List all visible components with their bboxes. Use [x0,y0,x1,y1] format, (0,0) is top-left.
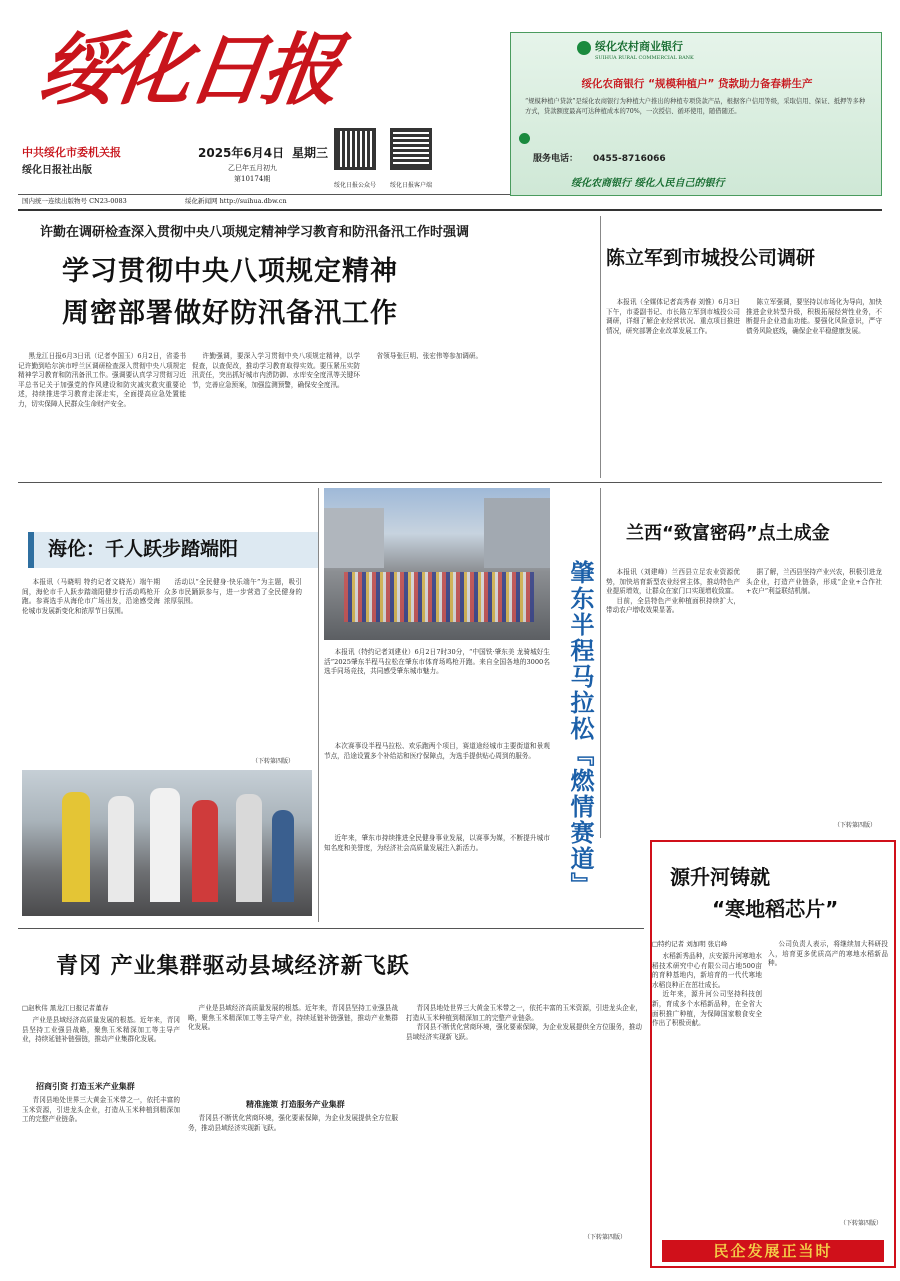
issue-lunar: 乙巳年五月初九 [228,164,277,172]
issue-number: 第10174期 [234,175,271,183]
qinggang-body-3: 产业是县域经济高质量发展的根基。近年来，青冈县坚持工业强县战略，聚焦玉米精深加工等主导产业，持续延链补链强链，推动产业集群化发展。 [188,1004,398,1032]
sponsor-line-2: 绥化日报社出版 [22,165,92,176]
hailun-continued: （下转第四版） [252,758,295,765]
issue-weekday: 星期三 [292,146,329,160]
lead-headline-2: 周密部署做好防汛备汛工作 [62,298,398,329]
ad-slogan: 绥化农商银行 “规模种植户” 贷款助力备春耕生产 [581,78,813,90]
yuansheng-headline-2: “寒地稻芯片” [712,897,839,921]
lead-kicker: 许勤在调研检查深入贯彻中央八项规定精神学习教育和防汛备汛工作时强调 [40,225,470,240]
code-line: 国内统一连续出版物号 CN23-0083 [22,197,127,205]
zhaodong-body-2: 本次赛事设半程马拉松、欢乐跑两个项目，赛道途经城市主要街道和景观节点，沿途设置多个补给站和医疗保障点，为选手提供贴心周到的服务。 [324,742,550,760]
hailun-headline: 海伦：千人跃步踏端阳 [48,538,239,560]
lead-body-1: 黑龙江日报6月3日讯（记者李国玉）6月2日，省委书记许勤到哈尔滨市呼兰区调研检查深入贯彻中央八项规定精神学习教育和防汛备汛工作。强调要认真学习贯彻习近平总书记关于加强党的作风建设和防灾减灾救灾重要论述，持续推进学习教育走深走实，全面提高应急处置能力，切实保障人民群众生命财产安全。 [18,352,186,408]
lanxi-body-2: 据了解，兰西县坚持产业兴农，积极引进龙头企业，打造产业链条，形成“企业+合作社+农户”利益联结机制。 [746,568,882,596]
lanxi-headline: 兰西“致富密码”点土成金 [626,523,830,544]
yuansheng-headline-1: 源升河铸就 [670,865,770,889]
marathon-photo [324,488,550,640]
bank-ad [510,32,882,196]
masthead-title: 绥化日报 [33,25,343,116]
qinggang-body-5: 青冈县地处世界三大黄金玉米带之一，依托丰富的玉米资源，引进龙头企业，打造从玉米种植到精深加工的完整产业链条。 青冈县不断优化营商环境，强化要素保障，为企业发展提供全方位服务，推动县域经济实现新飞跃。 [406,1004,642,1041]
hailun-body-2: 活动以“全民健身·快乐端午”为主题，吸引众多市民踊跃参与，进一步营造了全民健身的浓厚氛围。 [164,578,302,606]
zhaodong-body-3: 近年来，肇东市持续推进全民健身事业发展，以赛事为媒，不断提升城市知名度和美誉度，为经济社会高质量发展注入新活力。 [324,834,550,852]
chen-body-1: 本报讯（全媒体记者高秀春 刘惟）6月3日下午，市委副书记、市长陈立军到市城投公司调研，详细了解企业经营状况、重点项目推进情况，研究部署企业改革发展工作。 [606,298,740,335]
issue-date: 2025年6月4日 [198,146,285,160]
qr1-label: 绥化日报公众号 [333,182,376,189]
qinggang-byline: □赵秋伟 黑龙江日报记者董春 [22,1004,109,1012]
zhaodong-body-1: 本报讯（特约记者刘建业）6月2日7时30分，“中国铁·肇东美 龙骑城好生活”2025肇东半程马拉松在肇东市体育场鸣枪开跑。来自全国各地的3000名选手同场竞技，共同感受肇东城市魅力。 [324,648,550,676]
qinggang-body-1: 产业是县域经济高质量发展的根基。近年来，青冈县坚持工业强县战略，聚焦玉米精深加工等主导产业，持续延链补链强链，推动产业集群化发展。 [22,1016,180,1044]
ad-service-phone: 0455-8716066 [593,154,666,164]
banner-text: 民企发展正当时 [713,1242,833,1260]
lanxi-continued: （下转第四版） [834,822,877,829]
yuansheng-continued: （下转第四版） [840,1220,883,1227]
qr-code-2 [390,128,432,170]
hailun-title-bar-accent [28,532,34,568]
bank-name: 绥化农村商业银行 [595,40,683,53]
chen-body-2: 陈立军强调，要坚持以市场化为导向，加快推进企业转型升级，积极拓展经营性业务，不断提升企业造血功能。要强化风险意识，严守债务风险底线，确保企业平稳健康发展。 [746,298,882,335]
yuansheng-body-2: 公司负责人表示，将继续加大科研投入，培育更多优质高产的寒地水稻新品种。 [768,940,888,968]
yuansheng-body-1: 水稻新秀品种，庆安源升河寒地水稻技术研究中心有限公司占地500亩的育种基地内，新培育的一代代寒地水稻良种正在茁壮成长。 近年来，源升河公司坚持科技创新，育成多个水稻新品种，在全省大面积推广种植，为保障国家粮食安全作出了积极贡献。 [652,952,762,1028]
website-line: 绥化新闻网 http://suihua.dbw.cn [185,197,287,205]
zhaodong-vertical-title: 肇东半程马拉松『燃情赛道』 [566,560,594,898]
lead-body-3: 省领导张巨明、张宏伟等参加调研。 [376,352,483,360]
qinggang-body-4: 青冈县不断优化营商环境，强化要素保障，为企业发展提供全方位服务，推动县域经济实现新飞跃。 [188,1114,398,1132]
qr2-label: 绥化日报客户端 [389,182,432,189]
ad-motto: 绥化农商银行 绥化人民自己的银行 [571,178,725,189]
qr-code-1 [334,128,376,170]
qinggang-headline: 青冈 产业集群驱动县域经济新飞跃 [56,954,410,979]
hailun-body-1: 本报讯（马晓明 特约记者文晓光）端午期间，海伦市千人跃步踏端阳健步行活动鸣枪开跑。参赛选手从海伦市广场出发，沿途感受海伦城市发展新变化和浓厚节日氛围。 [22,578,160,615]
lead-headline-1: 学习贯彻中央八项规定精神 [62,256,398,287]
phone-icon [519,133,530,144]
lanxi-body-1: 本报讯（刘建峰）兰西县立足农业资源优势，加快培育新型农业经营主体，推动特色产业提质增效，让群众在家门口实现增收致富。 目前，全县特色产业种植面积持续扩大，带动农户增收效果显著。 [606,568,740,615]
qinggang-sub-2: 精准施策 打造服务产业集群 [246,1100,345,1109]
chen-headline: 陈立军到市城投公司调研 [606,247,816,269]
lead-body-2: 许勤强调，要深入学习贯彻中央八项规定精神，以学促查，以查促改，推动学习教育取得实效。要压紧压实防汛责任，突出抓好城市内涝防御、水库安全度汛等关键环节，完善应急预案，加强监测预警，确保安全度汛。 [192,352,360,389]
runners-photo [22,770,312,916]
sponsor-line-1: 中共绥化市委机关报 [22,146,121,159]
qinggang-continued: （下转第四版） [584,1234,627,1241]
qinggang-sub-1: 招商引资 打造玉米产业集群 [36,1082,135,1091]
bank-logo-icon [577,41,591,55]
qinggang-body-2: 青冈县地处世界三大黄金玉米带之一，依托丰富的玉米资源，引进龙头企业，打造从玉米种植到精深加工的完整产业链条。 [22,1096,180,1124]
ad-service-label: 服务电话： [533,154,579,164]
bank-name-en: SUIHUA RURAL COMMERCIAL BANK [595,55,694,61]
ad-body: “规模种植户贷款”是绥化农商银行为种植大户推出的种植专项贷款产品，根据客户信用等级，采取信用、保证、抵押等多种方式，贷款额度最高可达种植成本的70%，一次授信、循环使用，随借随还。 [525,98,866,115]
yuansheng-byline: □特约记者 刘加明 张启峰 [652,940,728,948]
